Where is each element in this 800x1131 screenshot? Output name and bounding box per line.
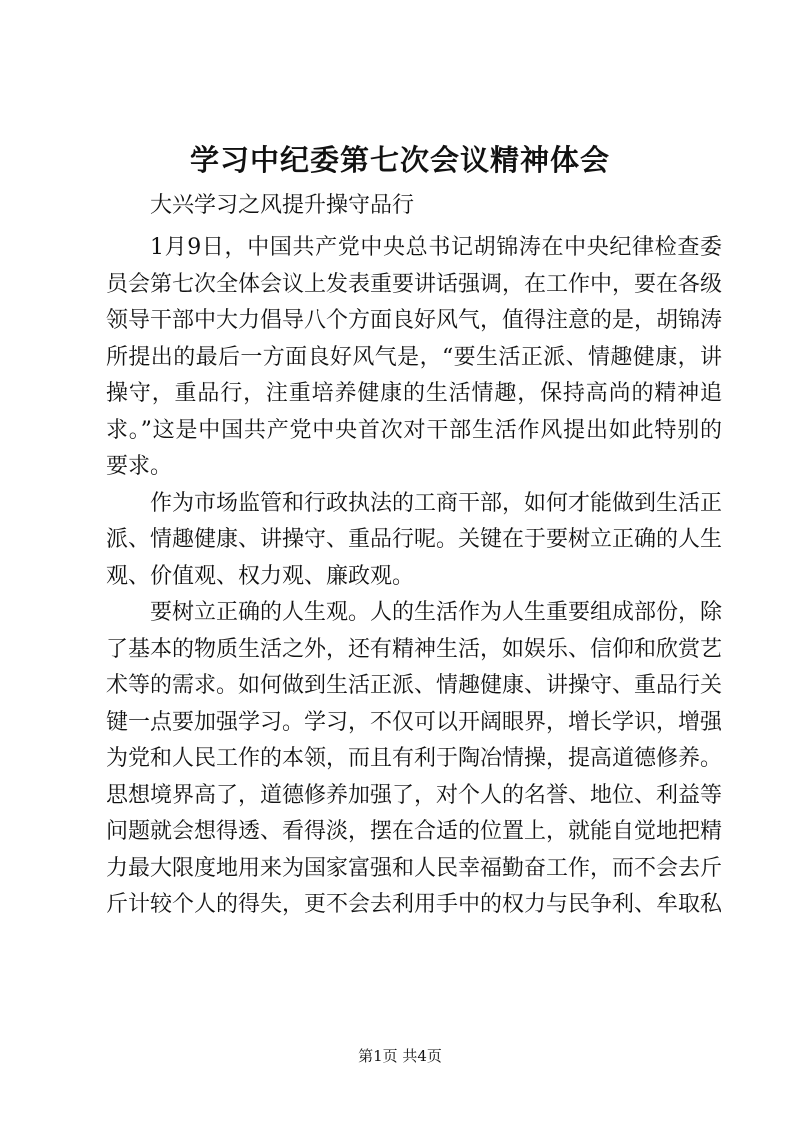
paragraph-2: 作为市场监管和行政执法的工商干部，如何才能做到生活正派、情趣健康、讲操守、重品行呢。关键在于要树立正确的人生观、价值观、权力观、廉政观。 bbox=[106, 490, 723, 589]
document-subtitle: 大兴学习之风提升操守品行 bbox=[150, 193, 415, 218]
page-footer: 第1页 共4页 bbox=[358, 1047, 442, 1065]
document-body bbox=[106, 230, 722, 924]
paragraph-3: 要树立正确的人生观。人的生活作为人生重要组成部份，除了基本的物质生活之外，还有精神生活，如娱乐、信仰和欣赏艺术等的需求。如何做到生活正派、情趣健康、讲操守、重品行关键一点要加强学习。学习，不仅可以开阔眼界，增长学识，增强为党和人民工作的本领，而且有利于陶冶情操，提高道德修养。思想境界高了，道德修养加强了，对个人的名誉、地位、利益等问题就会想得透、看得淡，摆在合适的位置上，就能自觉地把精力最大限度地用来为国家富强和人民幸福勤奋工作，而不会去斤斤计较个人的得失，更不会去利用手中的权力与民争利、牟取私 bbox=[106, 600, 723, 917]
document-title: 学习中纪委第七次会议精神体会 bbox=[189, 143, 610, 177]
paragraph-1: 1月9日，中国共产党中央总书记胡锦涛在中央纪律检查委员会第七次全体会议上发表重要讲话强调，在工作中，要在各级领导干部中大力倡导八个方面良好风气，值得注意的是，胡锦涛所提出的最后一方面良好风气是，“要生活正派、情趣健康，讲操守，重品行，注重培养健康的生活情趣，保持高尚的精神追求。”这是中国共产党中央首次对干部生活作风提出如此特别的要求。 bbox=[106, 235, 723, 479]
